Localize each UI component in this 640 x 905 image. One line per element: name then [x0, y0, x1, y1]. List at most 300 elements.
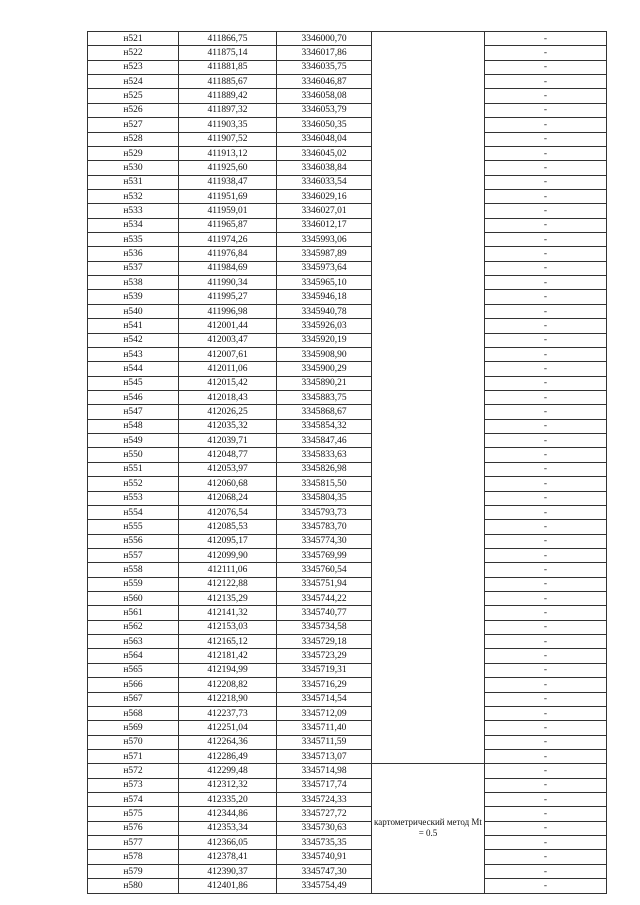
- extra-cell: -: [485, 319, 607, 333]
- extra-cell: -: [485, 118, 607, 132]
- table-row: [88, 132, 607, 146]
- x-coordinate-cell: 412208,82: [179, 678, 277, 692]
- extra-cell: -: [485, 793, 607, 807]
- y-coordinate-cell: 3345729,18: [277, 635, 372, 649]
- y-coordinate-cell: 3345769,99: [277, 548, 372, 562]
- extra-cell: -: [485, 218, 607, 232]
- x-coordinate-cell: 411907,52: [179, 132, 277, 146]
- y-coordinate-cell: 3345754,49: [277, 879, 372, 893]
- x-coordinate-cell: 411881,85: [179, 60, 277, 74]
- extra-cell: -: [485, 706, 607, 720]
- y-coordinate-cell: 3345946,18: [277, 290, 372, 304]
- table-row: [88, 505, 607, 519]
- point-name-cell: н561: [88, 606, 179, 620]
- x-coordinate-cell: 411974,26: [179, 233, 277, 247]
- table-row: [88, 563, 607, 577]
- point-name-cell: н552: [88, 477, 179, 491]
- point-name-cell: н536: [88, 247, 179, 261]
- y-coordinate-cell: 3346050,35: [277, 118, 372, 132]
- extra-cell: -: [485, 635, 607, 649]
- table-row: [88, 577, 607, 591]
- x-coordinate-cell: 411996,98: [179, 304, 277, 318]
- y-coordinate-cell: 3345713,07: [277, 749, 372, 763]
- point-name-cell: н523: [88, 60, 179, 74]
- x-coordinate-cell: 412135,29: [179, 592, 277, 606]
- point-name-cell: н551: [88, 462, 179, 476]
- y-coordinate-cell: 3345826,98: [277, 462, 372, 476]
- table-row: [88, 620, 607, 634]
- x-coordinate-cell: 412286,49: [179, 749, 277, 763]
- y-coordinate-cell: 3345712,09: [277, 706, 372, 720]
- x-coordinate-cell: 412299,48: [179, 764, 277, 778]
- point-name-cell: н576: [88, 821, 179, 835]
- y-coordinate-cell: 3346033,54: [277, 175, 372, 189]
- x-coordinate-cell: 412003,47: [179, 333, 277, 347]
- extra-cell: -: [485, 548, 607, 562]
- x-coordinate-cell: 412068,24: [179, 491, 277, 505]
- extra-cell: -: [485, 32, 607, 46]
- point-name-cell: н541: [88, 319, 179, 333]
- x-coordinate-cell: 412366,05: [179, 836, 277, 850]
- y-coordinate-cell: 3346045,02: [277, 146, 372, 160]
- table-row: [88, 548, 607, 562]
- table-row: [88, 749, 607, 763]
- table-row: [88, 75, 607, 89]
- x-coordinate-cell: 411889,42: [179, 89, 277, 103]
- table-row: [88, 276, 607, 290]
- extra-cell: -: [485, 89, 607, 103]
- extra-cell: -: [485, 606, 607, 620]
- point-name-cell: н526: [88, 103, 179, 117]
- point-name-cell: н530: [88, 161, 179, 175]
- extra-cell: -: [485, 175, 607, 189]
- extra-cell: -: [485, 864, 607, 878]
- extra-cell: -: [485, 347, 607, 361]
- x-coordinate-cell: 411984,69: [179, 261, 277, 275]
- table-row: [88, 319, 607, 333]
- y-coordinate-cell: 3345751,94: [277, 577, 372, 591]
- y-coordinate-cell: 3345833,63: [277, 448, 372, 462]
- x-coordinate-cell: 411866,75: [179, 32, 277, 46]
- extra-cell: -: [485, 233, 607, 247]
- y-coordinate-cell: 3345717,74: [277, 778, 372, 792]
- table-row: [88, 118, 607, 132]
- point-name-cell: н535: [88, 233, 179, 247]
- extra-cell: -: [485, 692, 607, 706]
- point-name-cell: н546: [88, 390, 179, 404]
- extra-cell: -: [485, 189, 607, 203]
- point-name-cell: н548: [88, 419, 179, 433]
- point-name-cell: н539: [88, 290, 179, 304]
- table-row: [88, 405, 607, 419]
- point-name-cell: н538: [88, 276, 179, 290]
- y-coordinate-cell: 3345760,54: [277, 563, 372, 577]
- extra-cell: -: [485, 462, 607, 476]
- extra-cell: -: [485, 520, 607, 534]
- table-row: [88, 103, 607, 117]
- point-name-cell: н569: [88, 721, 179, 735]
- y-coordinate-cell: 3345908,90: [277, 347, 372, 361]
- extra-cell: -: [485, 821, 607, 835]
- y-coordinate-cell: 3345719,31: [277, 663, 372, 677]
- table-row: [88, 721, 607, 735]
- extra-cell: -: [485, 721, 607, 735]
- extra-cell: -: [485, 247, 607, 261]
- point-name-cell: н529: [88, 146, 179, 160]
- table-row: [88, 218, 607, 232]
- point-name-cell: н560: [88, 592, 179, 606]
- extra-cell: -: [485, 204, 607, 218]
- point-name-cell: н550: [88, 448, 179, 462]
- point-name-cell: н572: [88, 764, 179, 778]
- point-name-cell: н522: [88, 46, 179, 60]
- y-coordinate-cell: 3345724,33: [277, 793, 372, 807]
- point-name-cell: н579: [88, 864, 179, 878]
- y-coordinate-cell: 3345730,63: [277, 821, 372, 835]
- table-row: [88, 376, 607, 390]
- table-row: [88, 247, 607, 261]
- x-coordinate-cell: 412353,34: [179, 821, 277, 835]
- y-coordinate-cell: 3345727,72: [277, 807, 372, 821]
- y-coordinate-cell: 3346058,08: [277, 89, 372, 103]
- x-coordinate-cell: 412122,88: [179, 577, 277, 591]
- extra-cell: -: [485, 477, 607, 491]
- table-row: [88, 635, 607, 649]
- extra-cell: -: [485, 419, 607, 433]
- point-name-cell: н559: [88, 577, 179, 591]
- y-coordinate-cell: 3345714,98: [277, 764, 372, 778]
- y-coordinate-cell: 3345804,35: [277, 491, 372, 505]
- x-coordinate-cell: 412181,42: [179, 649, 277, 663]
- point-name-cell: н547: [88, 405, 179, 419]
- x-coordinate-cell: 412264,36: [179, 735, 277, 749]
- x-coordinate-cell: 412390,37: [179, 864, 277, 878]
- y-coordinate-cell: 3345815,50: [277, 477, 372, 491]
- table-row: [88, 32, 607, 46]
- x-coordinate-cell: 412335,20: [179, 793, 277, 807]
- table-row: [88, 347, 607, 361]
- extra-cell: -: [485, 434, 607, 448]
- extra-cell: -: [485, 534, 607, 548]
- extra-cell: -: [485, 161, 607, 175]
- point-name-cell: н537: [88, 261, 179, 275]
- x-coordinate-cell: 411925,60: [179, 161, 277, 175]
- x-coordinate-cell: 412401,86: [179, 879, 277, 893]
- table-row: [88, 362, 607, 376]
- table-row: [88, 850, 607, 864]
- y-coordinate-cell: 3345993,06: [277, 233, 372, 247]
- point-name-cell: н534: [88, 218, 179, 232]
- table-row: [88, 390, 607, 404]
- extra-cell: -: [485, 807, 607, 821]
- extra-cell: -: [485, 448, 607, 462]
- table-row: [88, 735, 607, 749]
- table-row: [88, 491, 607, 505]
- table-row: [88, 46, 607, 60]
- extra-cell: -: [485, 405, 607, 419]
- x-coordinate-cell: 411885,67: [179, 75, 277, 89]
- y-coordinate-cell: 3345740,91: [277, 850, 372, 864]
- y-coordinate-cell: 3346053,79: [277, 103, 372, 117]
- x-coordinate-cell: 411965,87: [179, 218, 277, 232]
- point-name-cell: н525: [88, 89, 179, 103]
- point-name-cell: н564: [88, 649, 179, 663]
- point-name-cell: н577: [88, 836, 179, 850]
- table-row: [88, 261, 607, 275]
- table-row: [88, 678, 607, 692]
- point-name-cell: н575: [88, 807, 179, 821]
- point-name-cell: н565: [88, 663, 179, 677]
- table-row: [88, 462, 607, 476]
- coordinates-table: [87, 31, 607, 894]
- point-name-cell: н555: [88, 520, 179, 534]
- x-coordinate-cell: 412095,17: [179, 534, 277, 548]
- extra-cell: -: [485, 75, 607, 89]
- table-row: [88, 204, 607, 218]
- extra-cell: -: [485, 146, 607, 160]
- extra-cell: -: [485, 362, 607, 376]
- extra-cell: -: [485, 678, 607, 692]
- table-row: [88, 189, 607, 203]
- y-coordinate-cell: 3345940,78: [277, 304, 372, 318]
- x-coordinate-cell: 412141,32: [179, 606, 277, 620]
- extra-cell: -: [485, 505, 607, 519]
- extra-cell: -: [485, 764, 607, 778]
- extra-cell: -: [485, 46, 607, 60]
- table-row: [88, 290, 607, 304]
- point-name-cell: н542: [88, 333, 179, 347]
- point-name-cell: н540: [88, 304, 179, 318]
- extra-cell: -: [485, 735, 607, 749]
- point-name-cell: н549: [88, 434, 179, 448]
- extra-cell: -: [485, 850, 607, 864]
- extra-cell: -: [485, 304, 607, 318]
- point-name-cell: н580: [88, 879, 179, 893]
- table-row: [88, 534, 607, 548]
- x-coordinate-cell: 412237,73: [179, 706, 277, 720]
- x-coordinate-cell: 412153,03: [179, 620, 277, 634]
- extra-cell: -: [485, 778, 607, 792]
- x-coordinate-cell: 412194,99: [179, 663, 277, 677]
- y-coordinate-cell: 3345847,46: [277, 434, 372, 448]
- x-coordinate-cell: 412218,90: [179, 692, 277, 706]
- table-row: [88, 836, 607, 850]
- x-coordinate-cell: 412039,71: [179, 434, 277, 448]
- extra-cell: -: [485, 333, 607, 347]
- x-coordinate-cell: 411875,14: [179, 46, 277, 60]
- table-row: [88, 606, 607, 620]
- x-coordinate-cell: 412165,12: [179, 635, 277, 649]
- table-row: [88, 175, 607, 189]
- x-coordinate-cell: 412312,32: [179, 778, 277, 792]
- y-coordinate-cell: 3346029,16: [277, 189, 372, 203]
- table-row: [88, 161, 607, 175]
- x-coordinate-cell: 412011,06: [179, 362, 277, 376]
- y-coordinate-cell: 3345711,59: [277, 735, 372, 749]
- y-coordinate-cell: 3345747,30: [277, 864, 372, 878]
- x-coordinate-cell: 411913,12: [179, 146, 277, 160]
- point-name-cell: н570: [88, 735, 179, 749]
- coordinates-table-body: [88, 32, 607, 894]
- y-coordinate-cell: 3345711,40: [277, 721, 372, 735]
- y-coordinate-cell: 3345734,58: [277, 620, 372, 634]
- extra-cell: -: [485, 290, 607, 304]
- y-coordinate-cell: 3346038,84: [277, 161, 372, 175]
- point-name-cell: н543: [88, 347, 179, 361]
- table-row: [88, 434, 607, 448]
- table-row: [88, 592, 607, 606]
- x-coordinate-cell: 412001,44: [179, 319, 277, 333]
- point-name-cell: н533: [88, 204, 179, 218]
- table-row: [88, 706, 607, 720]
- point-name-cell: н545: [88, 376, 179, 390]
- table-row: [88, 419, 607, 433]
- table-row: [88, 793, 607, 807]
- extra-cell: -: [485, 620, 607, 634]
- table-row: [88, 649, 607, 663]
- point-name-cell: н567: [88, 692, 179, 706]
- point-name-cell: н553: [88, 491, 179, 505]
- extra-cell: -: [485, 663, 607, 677]
- y-coordinate-cell: 3346027,01: [277, 204, 372, 218]
- extra-cell: -: [485, 491, 607, 505]
- y-coordinate-cell: 3346017,86: [277, 46, 372, 60]
- y-coordinate-cell: 3345987,89: [277, 247, 372, 261]
- extra-cell: -: [485, 376, 607, 390]
- point-name-cell: н544: [88, 362, 179, 376]
- y-coordinate-cell: 3346046,87: [277, 75, 372, 89]
- x-coordinate-cell: 412048,77: [179, 448, 277, 462]
- point-name-cell: н566: [88, 678, 179, 692]
- y-coordinate-cell: 3345714,54: [277, 692, 372, 706]
- point-name-cell: н528: [88, 132, 179, 146]
- table-row: [88, 879, 607, 893]
- y-coordinate-cell: 3346000,70: [277, 32, 372, 46]
- y-coordinate-cell: 3346048,04: [277, 132, 372, 146]
- x-coordinate-cell: 411976,84: [179, 247, 277, 261]
- table-row: [88, 864, 607, 878]
- y-coordinate-cell: 3345883,75: [277, 390, 372, 404]
- table-row: [88, 89, 607, 103]
- x-coordinate-cell: 412007,61: [179, 347, 277, 361]
- x-coordinate-cell: 412076,54: [179, 505, 277, 519]
- extra-cell: -: [485, 836, 607, 850]
- extra-cell: -: [485, 390, 607, 404]
- x-coordinate-cell: 411959,01: [179, 204, 277, 218]
- y-coordinate-cell: 3345965,10: [277, 276, 372, 290]
- y-coordinate-cell: 3345854,32: [277, 419, 372, 433]
- method-cell: [372, 32, 485, 764]
- y-coordinate-cell: 3345740,77: [277, 606, 372, 620]
- y-coordinate-cell: 3345920,19: [277, 333, 372, 347]
- point-name-cell: н556: [88, 534, 179, 548]
- table-row: [88, 692, 607, 706]
- x-coordinate-cell: 412018,43: [179, 390, 277, 404]
- point-name-cell: н521: [88, 32, 179, 46]
- y-coordinate-cell: 3345890,21: [277, 376, 372, 390]
- extra-cell: -: [485, 577, 607, 591]
- x-coordinate-cell: 412015,42: [179, 376, 277, 390]
- extra-cell: -: [485, 563, 607, 577]
- table-row: [88, 821, 607, 835]
- point-name-cell: н557: [88, 548, 179, 562]
- point-name-cell: н568: [88, 706, 179, 720]
- x-coordinate-cell: 411995,27: [179, 290, 277, 304]
- extra-cell: -: [485, 649, 607, 663]
- extra-cell: -: [485, 132, 607, 146]
- x-coordinate-cell: 412099,90: [179, 548, 277, 562]
- x-coordinate-cell: 412111,06: [179, 563, 277, 577]
- x-coordinate-cell: 412053,97: [179, 462, 277, 476]
- table-row: [88, 233, 607, 247]
- point-name-cell: н578: [88, 850, 179, 864]
- point-name-cell: н562: [88, 620, 179, 634]
- table-row: [88, 807, 607, 821]
- x-coordinate-cell: 412344,86: [179, 807, 277, 821]
- y-coordinate-cell: 3345783,70: [277, 520, 372, 534]
- extra-cell: -: [485, 592, 607, 606]
- table-row: [88, 477, 607, 491]
- y-coordinate-cell: 3346035,75: [277, 60, 372, 74]
- y-coordinate-cell: 3345793,73: [277, 505, 372, 519]
- x-coordinate-cell: 411938,47: [179, 175, 277, 189]
- table-row: [88, 764, 607, 778]
- table-row: [88, 448, 607, 462]
- point-name-cell: н531: [88, 175, 179, 189]
- y-coordinate-cell: 3345774,30: [277, 534, 372, 548]
- x-coordinate-cell: 412060,68: [179, 477, 277, 491]
- table-row: [88, 146, 607, 160]
- point-name-cell: н532: [88, 189, 179, 203]
- y-coordinate-cell: 3345868,67: [277, 405, 372, 419]
- x-coordinate-cell: 412035,32: [179, 419, 277, 433]
- x-coordinate-cell: 411990,34: [179, 276, 277, 290]
- y-coordinate-cell: 3345900,29: [277, 362, 372, 376]
- extra-cell: -: [485, 261, 607, 275]
- table-row: [88, 663, 607, 677]
- table-row: [88, 333, 607, 347]
- extra-cell: -: [485, 103, 607, 117]
- x-coordinate-cell: 412026,25: [179, 405, 277, 419]
- extra-cell: -: [485, 749, 607, 763]
- point-name-cell: н524: [88, 75, 179, 89]
- extra-cell: -: [485, 879, 607, 893]
- y-coordinate-cell: 3346012,17: [277, 218, 372, 232]
- point-name-cell: н573: [88, 778, 179, 792]
- method-cell: картометрический метод Mt = 0.5: [372, 764, 485, 893]
- extra-cell: -: [485, 276, 607, 290]
- y-coordinate-cell: 3345744,22: [277, 592, 372, 606]
- table-row: [88, 304, 607, 318]
- x-coordinate-cell: 411903,35: [179, 118, 277, 132]
- table-row: [88, 778, 607, 792]
- x-coordinate-cell: 412378,41: [179, 850, 277, 864]
- y-coordinate-cell: 3345723,29: [277, 649, 372, 663]
- point-name-cell: н571: [88, 749, 179, 763]
- table-row: [88, 60, 607, 74]
- y-coordinate-cell: 3345735,35: [277, 836, 372, 850]
- point-name-cell: н558: [88, 563, 179, 577]
- point-name-cell: н554: [88, 505, 179, 519]
- y-coordinate-cell: 3345973,64: [277, 261, 372, 275]
- point-name-cell: н527: [88, 118, 179, 132]
- x-coordinate-cell: 411897,32: [179, 103, 277, 117]
- table-row: [88, 520, 607, 534]
- x-coordinate-cell: 412085,53: [179, 520, 277, 534]
- y-coordinate-cell: 3345716,29: [277, 678, 372, 692]
- x-coordinate-cell: 411951,69: [179, 189, 277, 203]
- y-coordinate-cell: 3345926,03: [277, 319, 372, 333]
